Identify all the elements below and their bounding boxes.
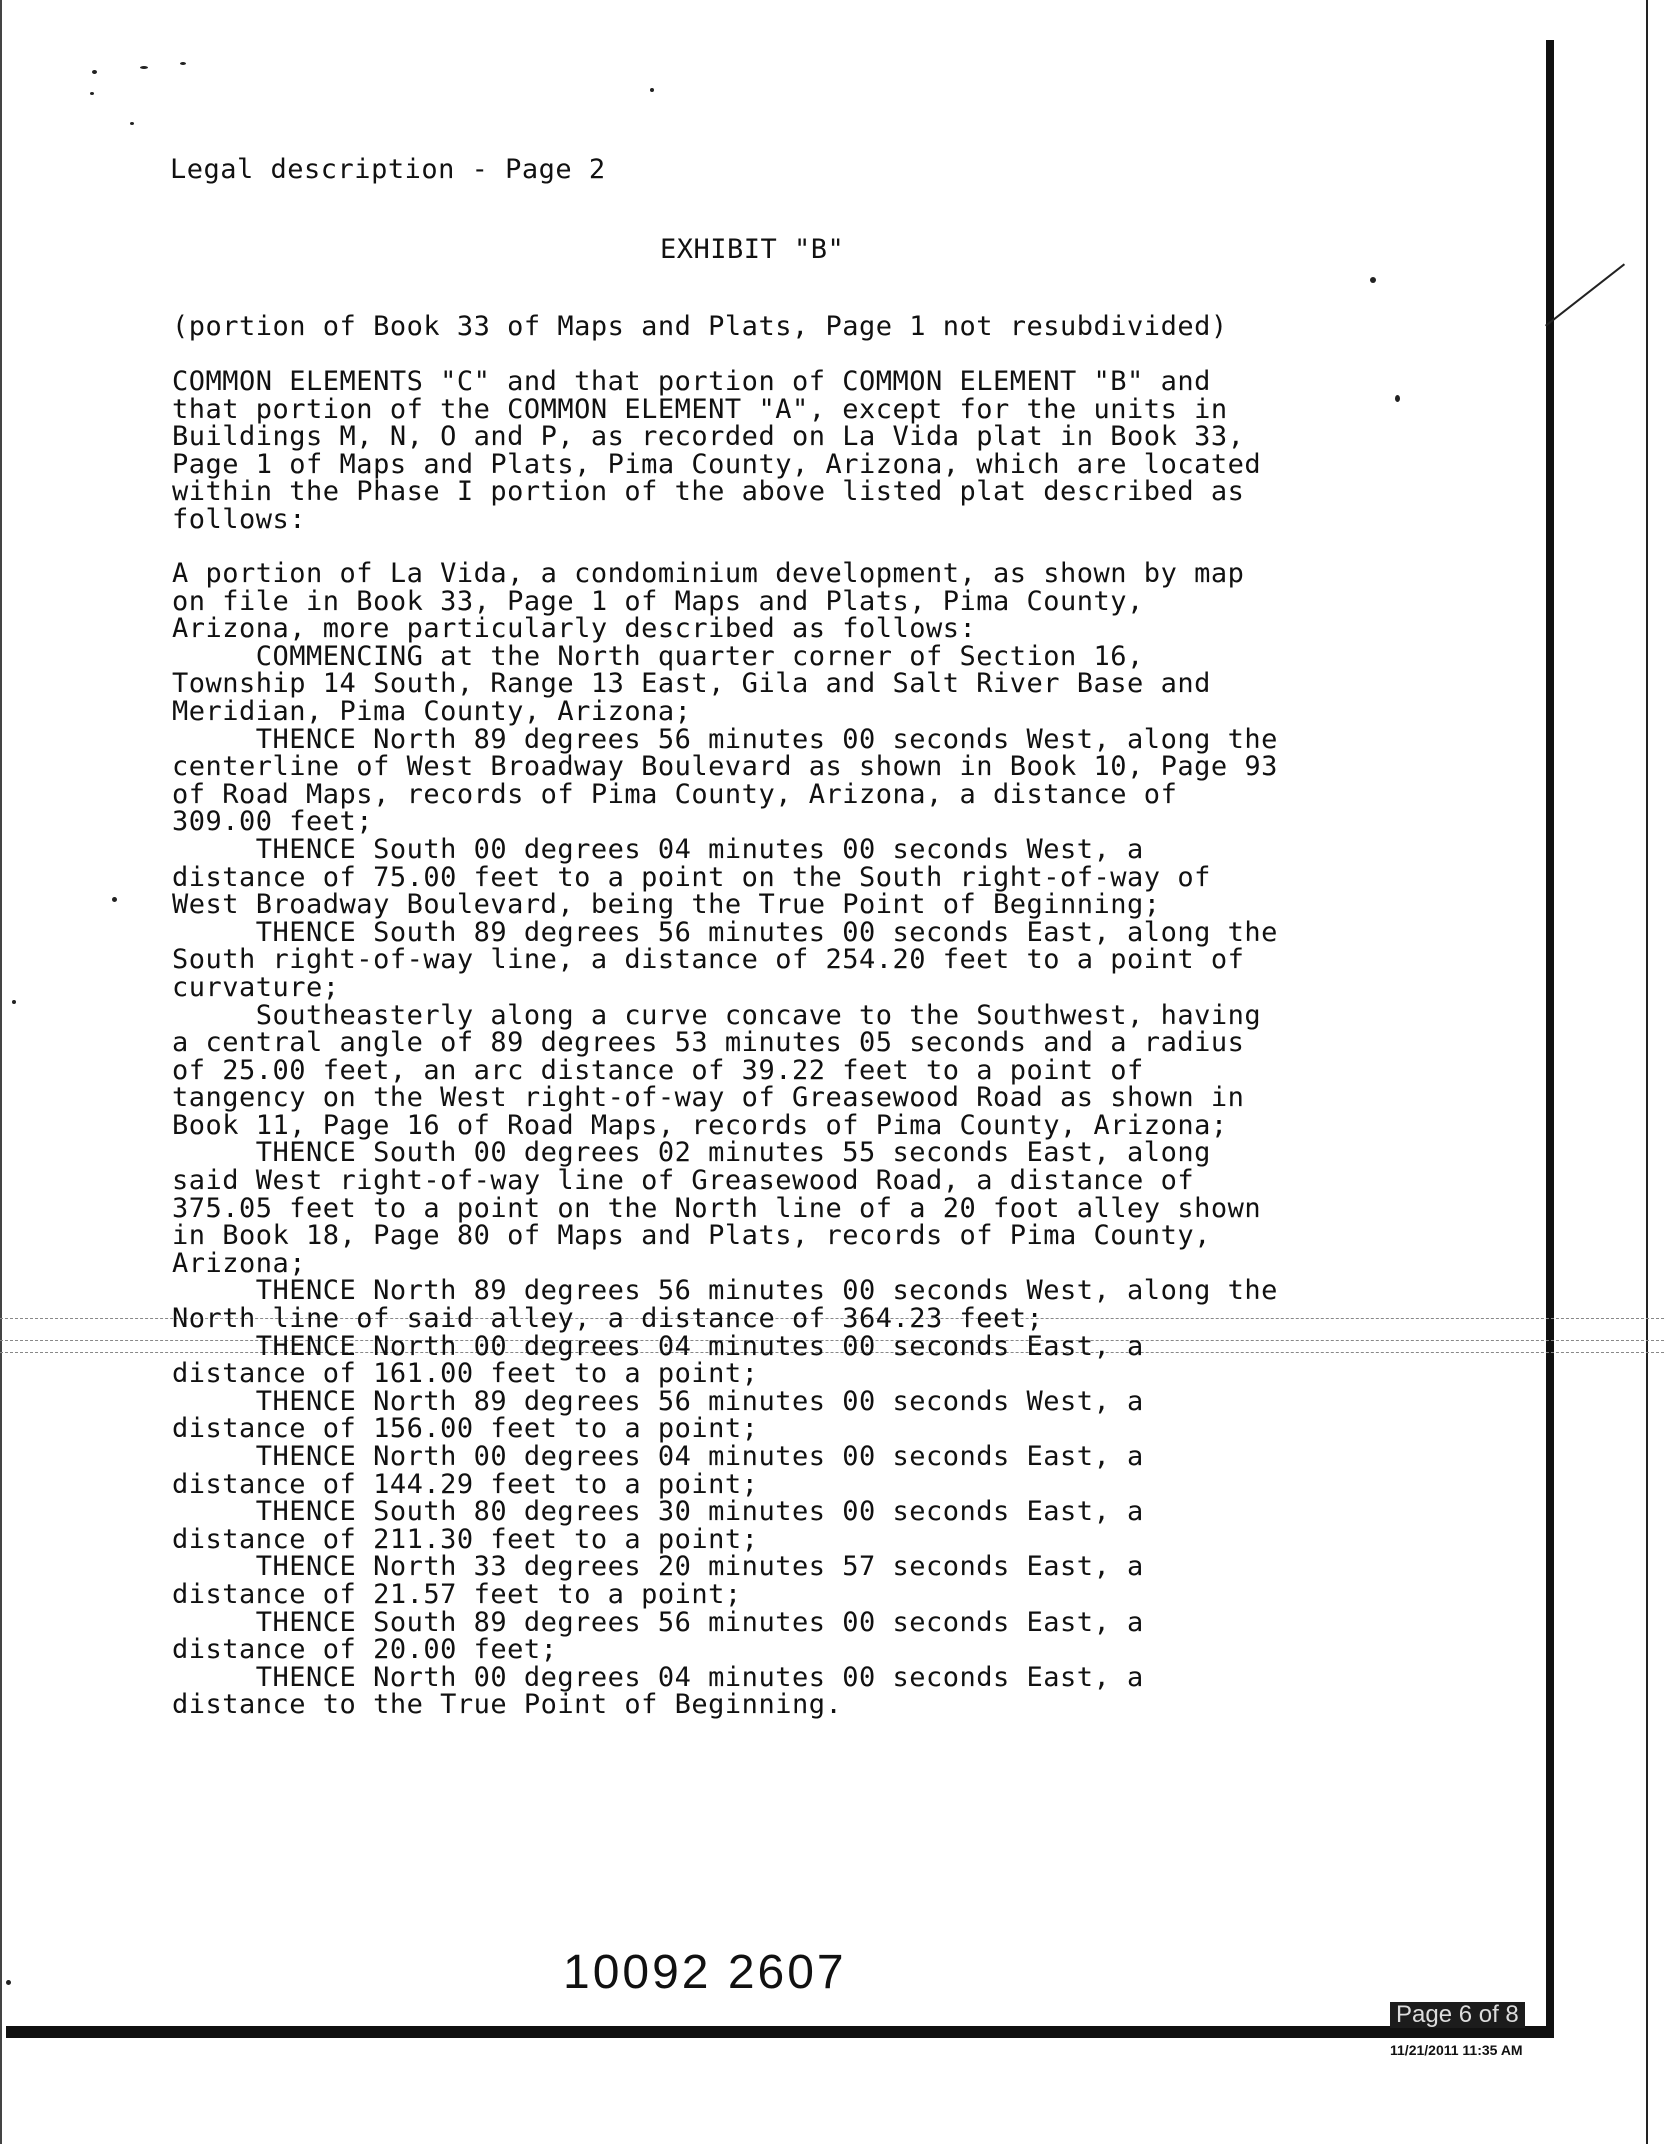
paragraph-line: within the Phase I portion of the above listed plat described as xyxy=(172,476,1245,508)
page-heading: Legal description - Page 2 xyxy=(170,154,606,185)
page-indicator: Page 6 of 8 xyxy=(1390,2002,1525,2028)
paragraph-line: THENCE North 89 degrees 56 minutes 00 seconds West, along the xyxy=(172,1275,1278,1307)
paragraph-line: THENCE South 89 degrees 56 minutes 00 seconds East, a xyxy=(172,1606,1144,1638)
scan-speck xyxy=(180,62,186,65)
scan-speck xyxy=(92,70,97,74)
paragraph-line: distance to the True Point of Beginning. xyxy=(172,1689,843,1721)
paragraph-line: Township 14 South, Range 13 East, Gila and Salt River Base and xyxy=(172,668,1211,700)
portion-note: (portion of Book 33 of Maps and Plats, Page 1 not resubdivided) xyxy=(172,311,1228,342)
paragraph-line: of 25.00 feet, an arc distance of 39.22 feet to a point of xyxy=(172,1054,1144,1086)
paragraph-line: THENCE South 89 degrees 56 minutes 00 seconds East, along the xyxy=(172,916,1278,948)
paragraph-line: distance of 21.57 feet to a point; xyxy=(172,1578,742,1610)
paragraph-line: THENCE South 00 degrees 02 minutes 55 seconds East, along xyxy=(172,1137,1211,1169)
scan-border-bottom xyxy=(6,2026,1554,2038)
paragraph-line: of Road Maps, records of Pima County, Arizona, a distance of xyxy=(172,778,1178,810)
paragraph-line: THENCE South 00 degrees 04 minutes 00 seconds West, a xyxy=(172,833,1144,865)
scan-speck xyxy=(140,66,148,69)
paragraph-line: that portion of the COMMON ELEMENT "A", except for the units in xyxy=(172,393,1228,425)
paragraph-line: distance of 211.30 feet to a point; xyxy=(172,1523,759,1555)
paragraph-line: THENCE North 33 degrees 20 minutes 57 seconds East, a xyxy=(172,1551,1144,1583)
recording-number: 10092 2607 xyxy=(563,1946,847,1999)
paragraph-line: Buildings M, N, O and P, as recorded on La Vida plat in Book 33, xyxy=(172,421,1245,453)
scan-speck xyxy=(6,1980,11,1985)
paragraph-line: West Broadway Boulevard, being the True Point of Beginning; xyxy=(172,889,1161,921)
common-elements-paragraph xyxy=(172,368,1402,534)
paragraph-line: THENCE North 00 degrees 04 minutes 00 seconds East, a xyxy=(172,1661,1144,1693)
scan-speck xyxy=(90,92,94,95)
paragraph-line: Arizona; xyxy=(172,1247,307,1279)
paragraph-line: 375.05 feet to a point on the North line of a 20 foot alley shown xyxy=(172,1192,1262,1224)
paragraph-line: follows: xyxy=(172,503,307,535)
legal-description-paragraph xyxy=(172,560,1402,1719)
paragraph-line: Southeasterly along a curve concave to the Southwest, having xyxy=(172,999,1262,1031)
paragraph-line: on file in Book 33, Page 1 of Maps and Plats, Pima County, xyxy=(172,585,1144,617)
print-timestamp: 11/21/2011 11:35 AM xyxy=(1390,2042,1523,2058)
paragraph-line: THENCE North 00 degrees 04 minutes 00 seconds East, a xyxy=(172,1330,1144,1362)
paragraph-line: distance of 144.29 feet to a point; xyxy=(172,1468,759,1500)
scan-speck xyxy=(12,1000,16,1004)
paragraph-line: North line of said alley, a distance of 364.23 feet; xyxy=(172,1303,1044,1335)
exhibit-title: EXHIBIT "B" xyxy=(660,234,845,265)
scan-corner-mark xyxy=(1545,263,1625,326)
paragraph-line: Meridian, Pima County, Arizona; xyxy=(172,695,692,727)
paragraph-line: in Book 18, Page 80 of Maps and Plats, records of Pima County, xyxy=(172,1220,1211,1252)
paragraph-line: distance of 75.00 feet to a point on the South right-of-way of xyxy=(172,861,1211,893)
paragraph-line: distance of 161.00 feet to a point; xyxy=(172,1358,759,1390)
paragraph-line: A portion of La Vida, a condominium development, as shown by map xyxy=(172,558,1245,589)
paragraph-line: centerline of West Broadway Boulevard as shown in Book 10, Page 93 xyxy=(172,751,1278,783)
scan-speck xyxy=(130,122,134,125)
paragraph-line: tangency on the West right-of-way of Greasewood Road as shown in xyxy=(172,1082,1245,1114)
scan-speck xyxy=(1370,277,1376,283)
paragraph-line: THENCE South 80 degrees 30 minutes 00 seconds East, a xyxy=(172,1496,1144,1528)
scan-speck xyxy=(112,897,117,902)
paragraph-line: THENCE North 00 degrees 04 minutes 00 seconds East, a xyxy=(172,1441,1144,1472)
paragraph-line: THENCE North 89 degrees 56 minutes 00 seconds West, a xyxy=(172,1385,1144,1417)
scan-speck xyxy=(650,88,654,92)
scan-border-far-right xyxy=(1646,0,1648,2144)
paragraph-line: Book 11, Page 16 of Road Maps, records of Pima County, Arizona; xyxy=(172,1109,1228,1141)
paragraph-line: Arizona, more particularly described as follows: xyxy=(172,613,977,645)
paragraph-line: distance of 20.00 feet; xyxy=(172,1634,558,1666)
paragraph-line: a central angle of 89 degrees 53 minutes 05 seconds and a radius xyxy=(172,1027,1245,1059)
paragraph-line: COMMON ELEMENTS "C" and that portion of COMMON ELEMENT "B" and xyxy=(172,366,1211,397)
paragraph-line: 309.00 feet; xyxy=(172,806,374,838)
paragraph-line: curvature; xyxy=(172,971,340,1003)
paragraph-line: COMMENCING at the North quarter corner of Section 16, xyxy=(172,640,1144,672)
scan-border-left xyxy=(0,0,2,2144)
scan-border-right xyxy=(1546,40,1554,2035)
paragraph-line: said West right-of-way line of Greasewood Road, a distance of xyxy=(172,1165,1195,1197)
paragraph-line: THENCE North 89 degrees 56 minutes 00 seconds West, along the xyxy=(172,723,1278,755)
paragraph-line: Page 1 of Maps and Plats, Pima County, Arizona, which are located xyxy=(172,448,1262,480)
paragraph-line: distance of 156.00 feet to a point; xyxy=(172,1413,759,1445)
paragraph-line: South right-of-way line, a distance of 254.20 feet to a point of xyxy=(172,944,1245,976)
